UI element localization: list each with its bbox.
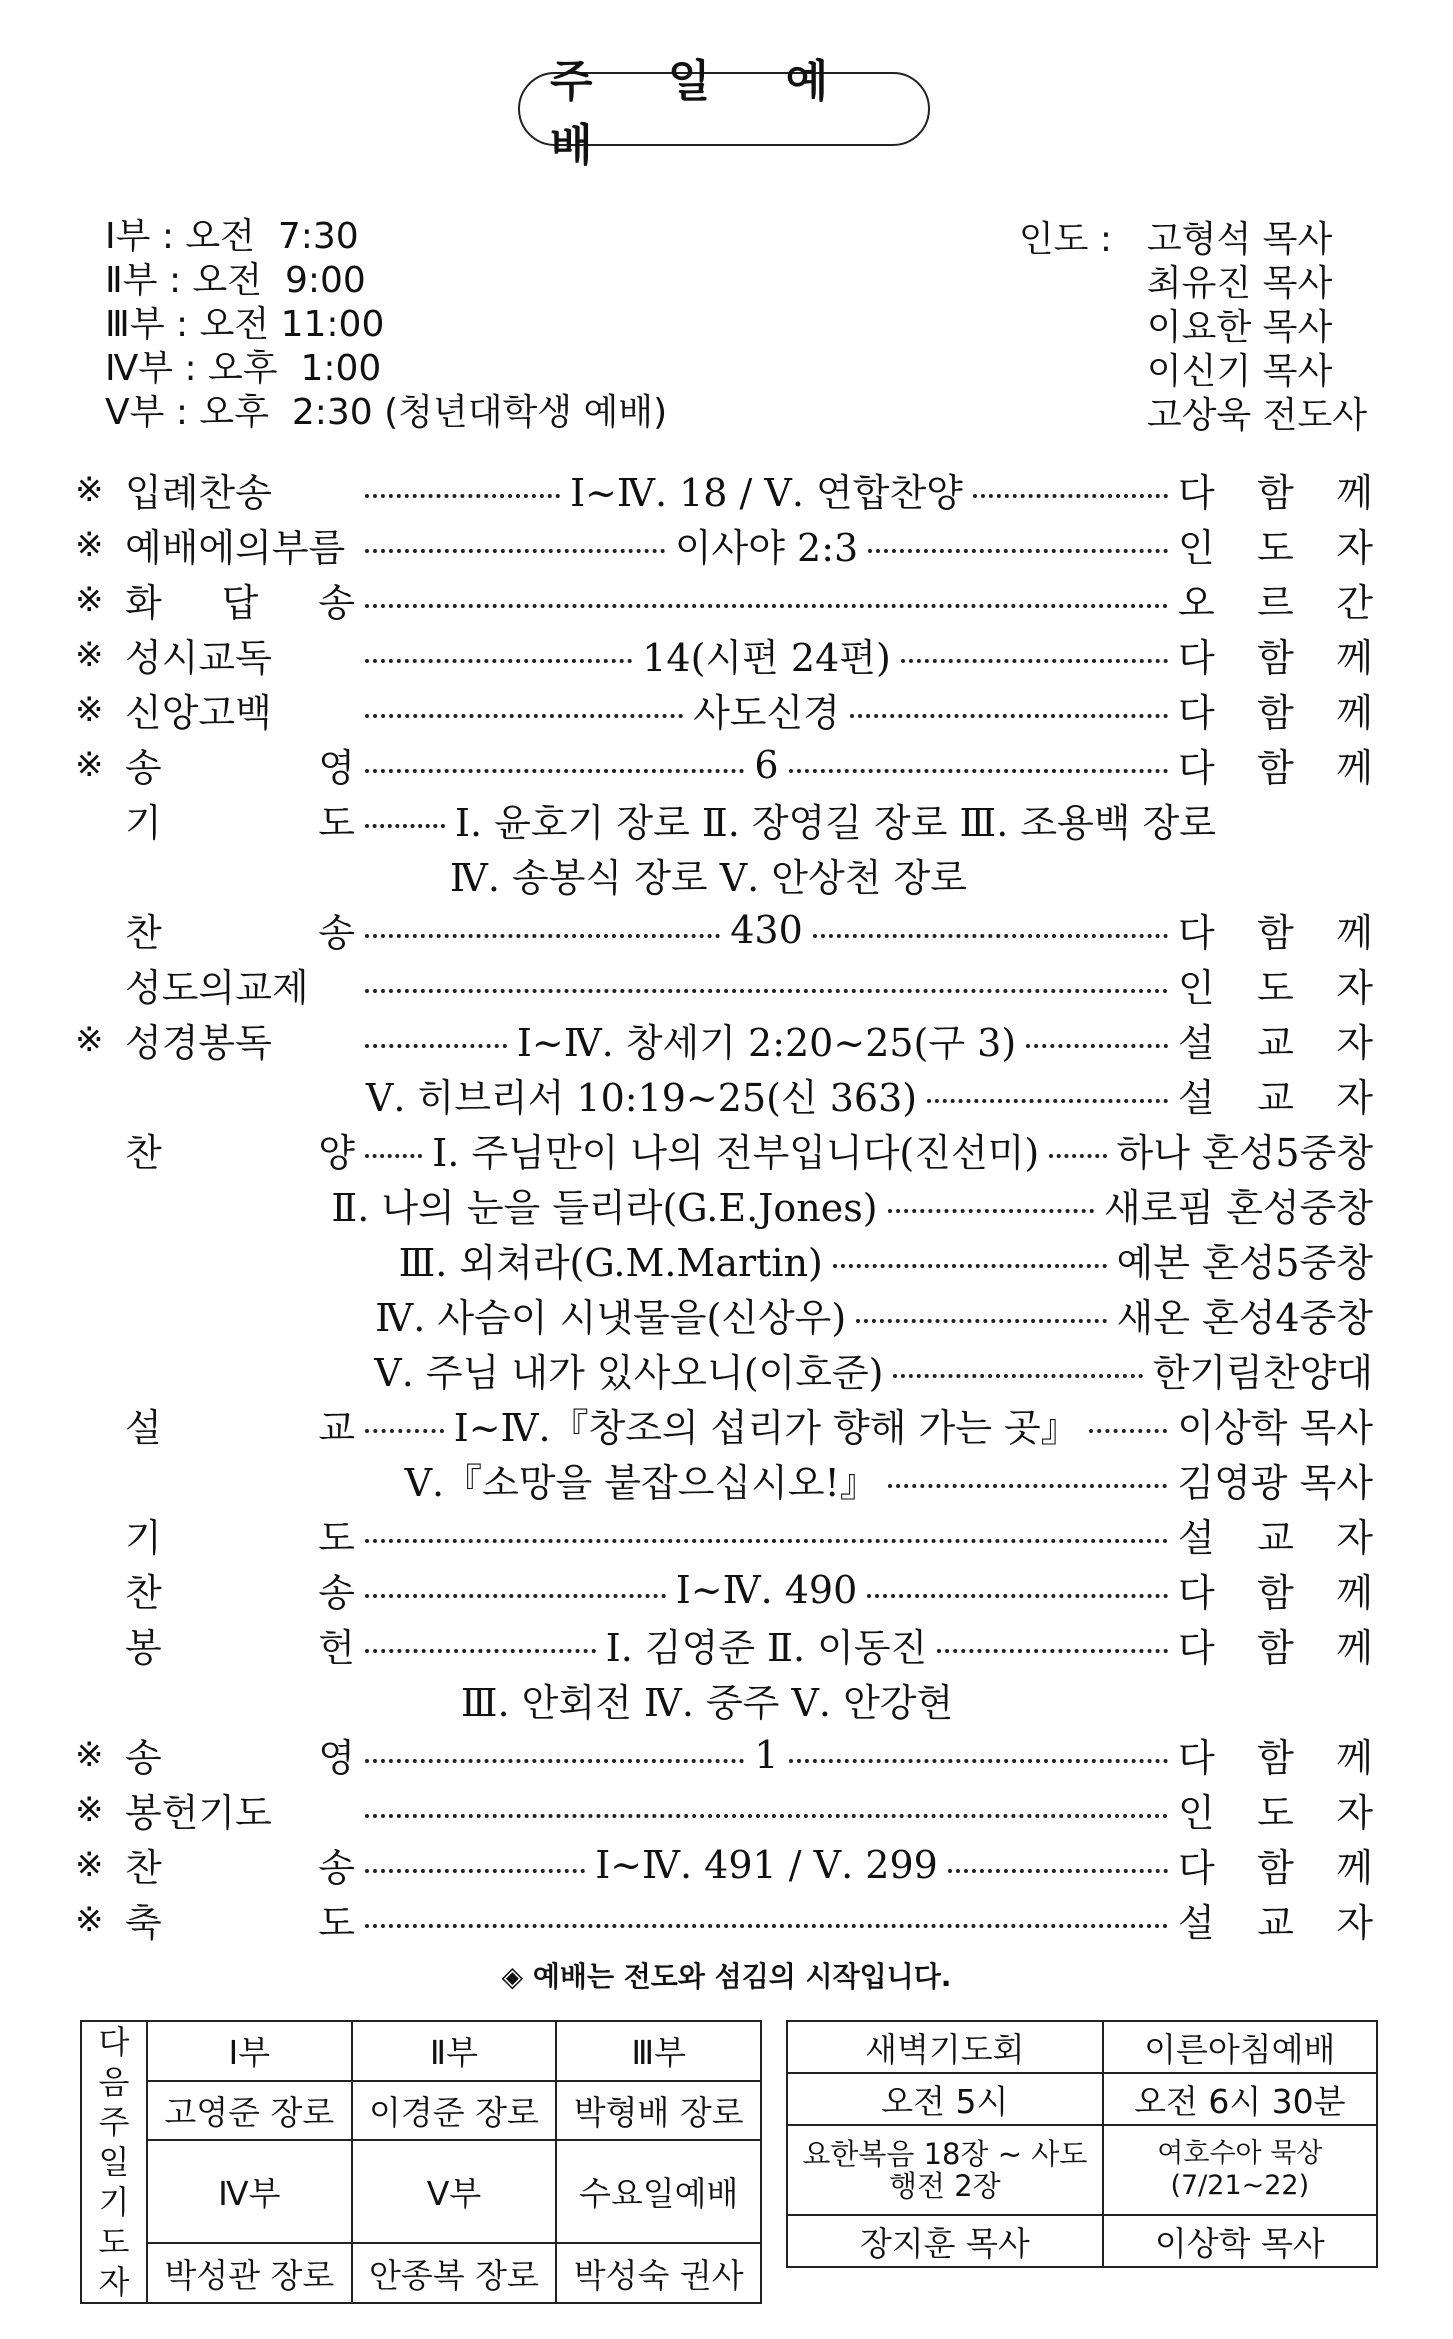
leader-dots — [937, 1649, 1168, 1653]
order-label — [125, 572, 355, 627]
order-performer — [1178, 1727, 1373, 1782]
spaced-char: 화 — [125, 581, 162, 625]
order-label — [125, 1837, 355, 1892]
order-performer — [1178, 1562, 1373, 1617]
leader-dots — [365, 1594, 666, 1598]
spaced-char: 께 — [1336, 1736, 1373, 1780]
order-performer — [1178, 1012, 1373, 1067]
spaced-char: 다 — [1178, 1846, 1215, 1890]
spaced-char: 인 — [1178, 526, 1215, 570]
leader-dots — [1026, 1044, 1168, 1048]
order-performer — [1178, 1617, 1373, 1672]
spaced-char: 설 — [125, 1406, 162, 1450]
order-label — [125, 737, 355, 792]
leader-dots — [856, 1319, 1106, 1323]
leader-name: 이신기 목사 — [1146, 351, 1333, 392]
leader-dots — [365, 824, 445, 828]
order-detail: 14(시편 24편) — [642, 636, 891, 680]
morning-prayer-table — [786, 2020, 1378, 2268]
table-cell: 오전 5시 — [787, 2073, 1103, 2125]
leader-dots — [789, 1759, 1168, 1763]
order-row — [75, 1397, 1373, 1452]
spaced-char: 기 — [125, 1516, 162, 1560]
spaced-char: 께 — [1336, 1571, 1374, 1615]
order-detail: Ⅰ. 김영준 Ⅱ. 이동진 — [605, 1626, 928, 1670]
spaced-char: 자 — [1336, 1791, 1373, 1835]
order-performer: 이상학 목사 — [1177, 1406, 1373, 1450]
spaced-char: 도 — [1257, 526, 1294, 570]
order-row — [75, 1012, 1373, 1067]
table-cell: 박성숙 권사 — [556, 2243, 761, 2303]
table-cell: 안종복 장로 — [352, 2243, 557, 2303]
table-cell: 수요일예배 — [556, 2140, 761, 2243]
table-cell: 고영준 장로 — [147, 2081, 352, 2141]
order-row — [75, 1287, 1373, 1342]
table-cell: Ⅱ부 — [352, 2021, 557, 2081]
leader-dots — [365, 1924, 1168, 1928]
order-detail: Ⅳ. 사슴이 시냇물을(신상우) — [375, 1296, 847, 1340]
spaced-char: 송 — [318, 581, 355, 625]
spaced-char: 함 — [1257, 1736, 1294, 1780]
schedule-row: Ⅰ부 : 오전 7:30 — [105, 216, 359, 257]
order-detail: Ⅰ~Ⅳ. 18 / Ⅴ. 연합찬양 — [570, 471, 963, 515]
spaced-char: 오 — [1178, 581, 1215, 625]
spaced-char: 함 — [1257, 911, 1294, 955]
table-cell: Ⅴ부 — [352, 2140, 557, 2243]
table-cell: Ⅳ부 — [147, 2140, 352, 2243]
table-cell: 새벽기도회 — [787, 2021, 1103, 2073]
order-row — [75, 1067, 1373, 1122]
footer-note: ◈ 예배는 전도와 섬김의 시작입니다. — [501, 1960, 952, 1993]
spaced-char: 자 — [1336, 966, 1373, 1010]
spaced-char: 께 — [1336, 636, 1373, 680]
order-detail: Ⅲ. 외쳐라(G.M.Martin) — [398, 1241, 823, 1285]
order-mark: ※ — [75, 1734, 104, 1775]
table-cell: 이상학 목사 — [1103, 2215, 1377, 2267]
order-label: 성도의교제 — [125, 966, 309, 1010]
order-detail: 사도신경 — [693, 691, 840, 735]
spaced-char: 다 — [1178, 746, 1215, 790]
order-mark: ※ — [75, 634, 104, 675]
spaced-char: 다 — [1178, 1626, 1215, 1670]
order-row — [75, 517, 1373, 572]
leader-dots — [868, 549, 1168, 553]
order-detail: Ⅴ. 주님 내가 있사오니(이호준) — [374, 1351, 884, 1395]
order-row — [75, 1177, 1373, 1232]
leader-name: 고상욱 전도사 — [1146, 395, 1367, 436]
spaced-char: 함 — [1257, 471, 1294, 515]
spaced-char: 양 — [318, 1131, 355, 1175]
leader-dots — [888, 1209, 1094, 1213]
order-performer — [1178, 517, 1373, 572]
leader-dots — [365, 1044, 507, 1048]
order-mark: ※ — [75, 744, 104, 785]
order-performer — [1178, 462, 1373, 517]
order-mark: ※ — [75, 579, 104, 620]
spaced-char: 함 — [1257, 691, 1294, 735]
order-row — [75, 1122, 1373, 1177]
leader-name: 최유진 목사 — [1146, 263, 1333, 304]
spaced-char: 도 — [318, 801, 355, 845]
order-performer — [1178, 572, 1373, 627]
order-mark: ※ — [75, 689, 104, 730]
order-row — [75, 682, 1373, 737]
order-row — [75, 957, 1373, 1012]
leader-dots — [973, 494, 1168, 498]
leader-dots — [365, 604, 1168, 608]
spaced-char: 송 — [125, 1736, 162, 1780]
spaced-char: 자 — [1336, 1021, 1374, 1065]
spaced-char: 함 — [1257, 1626, 1294, 1670]
spaced-char: 교 — [1257, 1516, 1294, 1560]
spaced-char: 영 — [318, 746, 355, 790]
spaced-char: 교 — [1257, 1076, 1294, 1120]
schedule-row: Ⅱ부 : 오전 9:00 — [105, 260, 366, 301]
order-label — [125, 792, 355, 847]
leader-dots — [365, 989, 1168, 993]
spaced-char: 도 — [1257, 1791, 1294, 1835]
leader-dots — [365, 1539, 1168, 1543]
order-row — [75, 1507, 1373, 1562]
order-row — [75, 462, 1373, 517]
leader-name: 고형석 목사 — [1146, 219, 1333, 260]
order-row — [75, 1672, 1373, 1727]
order-performer — [1178, 1892, 1373, 1947]
spaced-char: 께 — [1336, 746, 1373, 790]
order-label: 성경봉독 — [125, 1021, 272, 1065]
leader-dots — [867, 1594, 1168, 1598]
spaced-char: 자 — [1336, 1076, 1373, 1120]
order-performer — [1178, 957, 1373, 1012]
order-detail: Ⅴ. 히브리서 10:19~25(신 363) — [365, 1076, 918, 1120]
order-detail: 6 — [754, 742, 779, 787]
order-label: 신앙고백 — [125, 691, 272, 735]
order-performer: 하나 혼성5중창 — [1116, 1131, 1374, 1175]
spaced-char: 자 — [1336, 1901, 1373, 1945]
order-row — [75, 847, 1373, 902]
leader-dots — [901, 659, 1168, 663]
leader-dots — [365, 549, 665, 553]
leader-dots — [927, 1099, 1168, 1103]
order-detail: Ⅴ.『소망을 붙잡으십시오!』 — [404, 1461, 878, 1505]
order-detail: 1 — [754, 1732, 779, 1777]
order-label: 입례찬송 — [125, 471, 272, 515]
table-cell: 여호수아 묵상(7/21~22) — [1103, 2125, 1377, 2215]
spaced-char: 다 — [1178, 1736, 1215, 1780]
spaced-char: 설 — [1178, 1076, 1215, 1120]
order-row — [75, 627, 1373, 682]
order-detail: Ⅲ. 안회전 Ⅳ. 중주 Ⅴ. 안강현 — [460, 1681, 954, 1725]
leader-dots — [1089, 1429, 1168, 1433]
leader-dots — [365, 494, 560, 498]
order-performer — [1178, 737, 1373, 792]
leader-dots — [365, 769, 744, 773]
spaced-char: 르 — [1257, 581, 1294, 625]
order-row — [75, 737, 1373, 792]
spaced-char: 함 — [1257, 1571, 1294, 1615]
leader-dots — [365, 934, 720, 938]
order-label — [125, 1507, 355, 1562]
spaced-char: 함 — [1257, 746, 1294, 790]
leader-dots — [365, 1429, 444, 1433]
order-row — [75, 1342, 1373, 1397]
order-row — [75, 1727, 1373, 1782]
spaced-char: 자 — [1336, 1516, 1373, 1560]
order-detail: 430 — [730, 907, 803, 952]
spaced-char: 다 — [1178, 471, 1215, 515]
order-detail: Ⅰ. 윤호기 장로 Ⅱ. 장영길 장로 Ⅲ. 조용백 장로 — [455, 801, 1216, 845]
spaced-char: 설 — [1178, 1901, 1215, 1945]
table-cell: 이경준 장로 — [352, 2081, 557, 2141]
leader-dots — [893, 1374, 1142, 1378]
spaced-char: 설 — [1178, 1516, 1215, 1560]
order-row — [75, 1452, 1373, 1507]
order-label — [125, 1397, 355, 1452]
spaced-char: 교 — [1257, 1021, 1294, 1065]
spaced-char: 도 — [318, 1516, 355, 1560]
leader-dots — [789, 769, 1168, 773]
spaced-char: 찬 — [125, 911, 162, 955]
spaced-char: 도 — [1257, 966, 1294, 1010]
leader-dots — [1049, 1154, 1106, 1158]
prayer-row-label: 다음 주일 기도자 — [81, 2021, 147, 2303]
spaced-char: 다 — [1178, 636, 1215, 680]
order-mark: ※ — [75, 524, 104, 565]
order-row — [75, 1892, 1373, 1947]
schedule-row: Ⅴ부 : 오후 2:30 (청년대학생 예배) — [105, 392, 668, 433]
spaced-char: 답 — [221, 581, 259, 625]
order-mark: ※ — [75, 1019, 104, 1060]
order-row — [75, 1837, 1373, 1892]
spaced-char: 송 — [318, 911, 355, 955]
order-label: 예배에의부름 — [125, 526, 346, 570]
spaced-char: 교 — [1257, 1901, 1294, 1945]
table-cell: Ⅲ부 — [556, 2021, 761, 2081]
order-performer: 새로핌 혼성중창 — [1103, 1186, 1373, 1230]
spaced-char: 설 — [1178, 1021, 1215, 1065]
order-performer: 김영광 목사 — [1177, 1461, 1373, 1505]
leader-dots — [833, 1264, 1107, 1268]
order-performer: 예본 혼성5중창 — [1116, 1241, 1374, 1285]
spaced-char: 찬 — [125, 1571, 162, 1615]
spaced-char: 께 — [1336, 1626, 1374, 1670]
order-row — [75, 1782, 1373, 1837]
leader-dots — [850, 714, 1168, 718]
order-label — [125, 1727, 355, 1782]
leader-dots — [365, 714, 683, 718]
spaced-char: 인 — [1178, 966, 1215, 1010]
order-label — [125, 1892, 355, 1947]
order-detail: Ⅰ~Ⅳ.『창조의 섭리가 향해 가는 곳』 — [453, 1406, 1079, 1450]
spaced-char: 께 — [1336, 691, 1373, 735]
order-detail: Ⅰ~Ⅳ. 창세기 2:20~25(구 3) — [516, 1021, 1017, 1065]
order-label — [125, 1617, 355, 1672]
spaced-char: 기 — [125, 801, 162, 845]
leader-name: 이요한 목사 — [1146, 307, 1333, 348]
leader-dots — [365, 1154, 422, 1158]
spaced-char: 송 — [318, 1846, 355, 1890]
leader-dots — [365, 1649, 596, 1653]
spaced-char: 인 — [1178, 1791, 1215, 1835]
prayer-table — [80, 2020, 762, 2304]
table-cell: 요한복음 18장 ~ 사도행전 2장 — [787, 2125, 1103, 2215]
leaders-list — [1018, 218, 1367, 438]
schedule-row: Ⅲ부 : 오전 11:00 — [105, 304, 385, 345]
spaced-char: 송 — [125, 746, 162, 790]
leader-dots — [365, 1814, 1168, 1818]
order-detail: Ⅰ~Ⅳ. 491 / Ⅴ. 299 — [595, 1842, 938, 1887]
worship-order — [75, 462, 1373, 1947]
leader-dots — [888, 1484, 1168, 1488]
order-row — [75, 572, 1373, 627]
spaced-char: 봉 — [125, 1626, 162, 1670]
spaced-char: 께 — [1336, 1846, 1373, 1890]
spaced-char: 도 — [318, 1901, 355, 1945]
order-performer — [1178, 1837, 1373, 1892]
table-cell: 이른아침예배 — [1103, 2021, 1377, 2073]
table-cell: 장지훈 목사 — [787, 2215, 1103, 2267]
spaced-char: 영 — [318, 1736, 355, 1780]
order-row — [75, 1617, 1373, 1672]
order-performer — [1178, 902, 1373, 957]
table-cell: Ⅰ부 — [147, 2021, 352, 2081]
spaced-char: 교 — [318, 1406, 355, 1450]
spaced-char: 함 — [1257, 636, 1294, 680]
order-performer: 새온 혼성4중창 — [1116, 1296, 1374, 1340]
spaced-char: 찬 — [125, 1846, 162, 1890]
order-mark: ※ — [75, 1789, 104, 1830]
order-performer — [1178, 1067, 1373, 1122]
spaced-char: 다 — [1178, 691, 1215, 735]
order-row — [75, 902, 1373, 957]
order-row — [75, 1232, 1373, 1287]
order-performer — [1178, 682, 1373, 737]
table-cell: 박성관 장로 — [147, 2243, 352, 2303]
order-detail: 이사야 2:3 — [674, 526, 859, 570]
order-row — [75, 792, 1373, 847]
spaced-char: 께 — [1336, 471, 1374, 515]
order-performer — [1178, 627, 1373, 682]
service-schedule — [105, 215, 667, 435]
order-mark: ※ — [75, 469, 104, 510]
spaced-char: 축 — [125, 1901, 162, 1945]
leader-dots — [365, 659, 632, 663]
order-detail: Ⅳ. 송봉식 장로 Ⅴ. 안상천 장로 — [449, 856, 967, 900]
spaced-char: 자 — [1336, 526, 1373, 570]
leader-dots — [813, 934, 1168, 938]
spaced-char: 다 — [1178, 1571, 1215, 1615]
order-detail: Ⅱ. 나의 눈을 들리라(G.E.Jones) — [331, 1186, 878, 1230]
table-cell: 오전 6시 30분 — [1103, 2073, 1377, 2125]
order-label — [125, 902, 355, 957]
leader-dots — [365, 1869, 585, 1873]
order-mark: ※ — [75, 1899, 104, 1940]
spaced-char: 다 — [1178, 911, 1215, 955]
order-label — [125, 1122, 355, 1177]
order-detail: Ⅰ~Ⅳ. 490 — [675, 1567, 858, 1612]
spaced-char: 송 — [318, 1571, 355, 1615]
order-label: 봉헌기도 — [125, 1791, 272, 1835]
order-label: 성시교독 — [125, 636, 272, 680]
order-label — [125, 1562, 355, 1617]
spaced-char: 간 — [1336, 581, 1373, 625]
order-performer — [1178, 1782, 1373, 1837]
spaced-char: 께 — [1336, 911, 1373, 955]
order-performer — [1178, 1507, 1373, 1562]
spaced-char: 찬 — [125, 1131, 162, 1175]
leaders-label: 인도 : — [1018, 219, 1113, 260]
schedule-row: Ⅳ부 : 오후 1:00 — [105, 348, 382, 389]
table-cell: 박형배 장로 — [556, 2081, 761, 2141]
spaced-char: 함 — [1257, 1846, 1294, 1890]
leader-dots — [948, 1869, 1168, 1873]
order-performer: 한기림찬양대 — [1152, 1351, 1374, 1395]
leader-dots — [365, 1759, 744, 1763]
order-row — [75, 1562, 1373, 1617]
page-title: 주 일 예 배 — [518, 72, 930, 146]
order-mark: ※ — [75, 1844, 104, 1885]
order-detail: Ⅰ. 주님만이 나의 전부입니다(진선미) — [432, 1131, 1040, 1175]
spaced-char: 헌 — [318, 1626, 355, 1670]
